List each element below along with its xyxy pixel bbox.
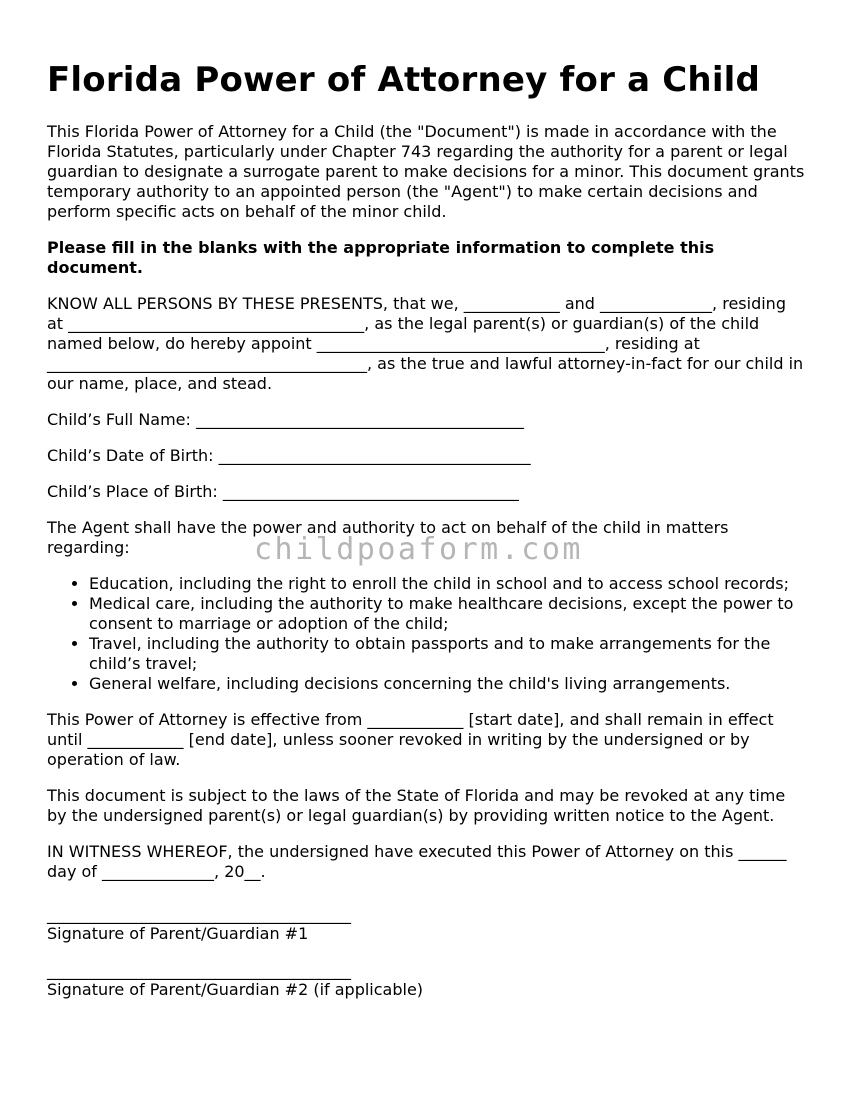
power-education: • Education, including the right to enroll the child in school and to access school records; [89,574,807,594]
powers-list [47,574,807,694]
power-welfare: • General welfare, including decisions concerning the child's living arrangements. [89,674,807,694]
child-name-field: Child’s Full Name: _________________________________________ [47,410,524,429]
power-medical: • Medical care, including the authority to make healthcare decisions, except the power to consent to marriage or adoption of the child; [89,594,807,634]
signature-label-1: Signature of Parent/Guardian #1 [47,924,309,943]
governing-law-paragraph: This document is subject to the laws of the State of Florida and may be revoked at any time by the undersigned parent(s) or legal guardian(s) by providing written notice to the Agent. [47,786,786,825]
document-page [47,56,807,1018]
watermark: childpoaform.com [254,532,583,567]
know-all-paragraph: KNOW ALL PERSONS BY THESE PRESENTS, that we, ____________ and ______________, residing at _____________________________________, as the legal parent(s) or guardian(s) of the child named below, do hereby appoint ____________________________________, residing at ________________________________________, as the true and lawful attorney-in-fact for our child in our name, place, and stead. [47,294,804,393]
signature-label-2: Signature of Parent/Guardian #2 (if applicable) [47,980,424,999]
effective-paragraph: This Power of Attorney is effective from ____________ [start date], and shall remain in effect until ____________ [end date], unless sooner revoked in writing by the undersigned or by operation of law. [47,710,774,769]
intro-paragraph: This Florida Power of Attorney for a Child (the "Document") is made in accordance with the Florida Statutes, particularly under Chapter 743 regarding the authority for a parent or legal guardian to designate a surrogate parent to make decisions for a minor. This document grants temporary authority to an appointed person (the "Agent") to make certain decisions and perform specific acts on behalf of the minor child. [47,122,805,221]
document-title: Florida Power of Attorney for a Child [47,60,761,100]
witness-paragraph: IN WITNESS WHEREOF, the undersigned have executed this Power of Attorney on this ______ day of ______________, 20__. [47,842,787,881]
child-pob-field: Child’s Place of Birth: _____________________________________ [47,482,519,501]
instruction-paragraph: Please fill in the blanks with the appropriate information to complete this document. [47,238,715,277]
child-dob-field: Child’s Date of Birth: _______________________________________ [47,446,531,465]
power-travel: • Travel, including the authority to obtain passports and to make arrangements for the child’s travel; [89,634,807,674]
signature-line-2: ______________________________________ [47,961,351,980]
powers-intro-paragraph: The Agent shall have the power and authority to act on behalf of the child in matters regarding: [47,518,729,557]
signature-block [47,906,807,1000]
signature-line-1: ______________________________________ [47,905,351,924]
